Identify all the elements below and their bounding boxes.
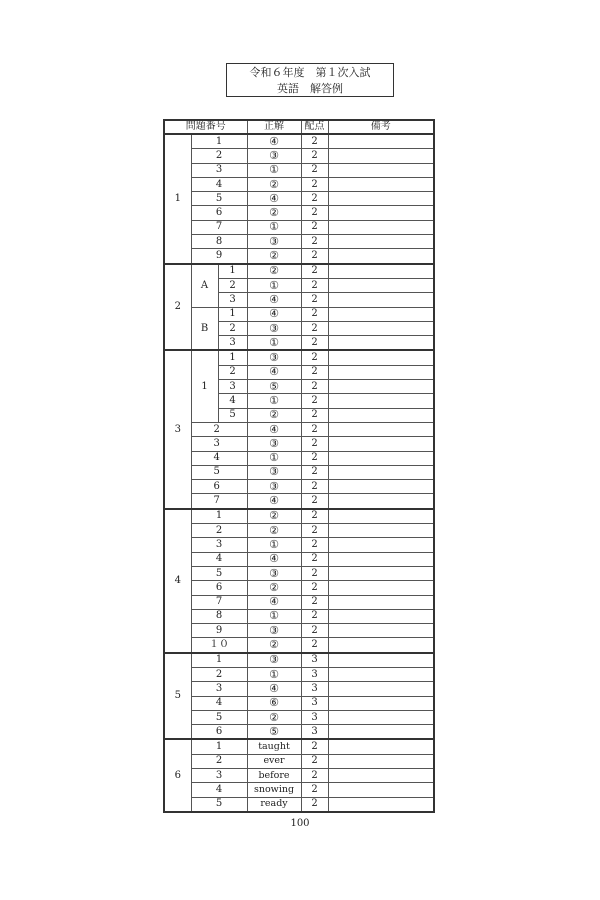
question-number: 5: [191, 710, 247, 724]
section-number: 5: [164, 653, 191, 740]
question-number: 1: [191, 739, 247, 754]
points-cell: 2: [301, 769, 328, 783]
notes-cell: [328, 725, 434, 740]
question-number: 3: [218, 336, 247, 351]
table-row: [164, 509, 434, 524]
points-cell: 2: [301, 278, 328, 292]
question-number: 1: [191, 134, 247, 149]
answer-cell: ⑤: [247, 725, 301, 740]
points-cell: 2: [301, 422, 328, 436]
answer-cell: ③: [247, 480, 301, 494]
header-points: 配点: [301, 120, 328, 134]
table-row: [164, 667, 434, 681]
notes-cell: [328, 624, 434, 638]
notes-cell: [328, 581, 434, 595]
notes-cell: [328, 365, 434, 379]
notes-cell: [328, 566, 434, 580]
answer-cell: ①: [247, 394, 301, 408]
notes-cell: [328, 653, 434, 668]
points-cell: 2: [301, 220, 328, 234]
answer-cell: ①: [247, 220, 301, 234]
points-cell: 2: [301, 206, 328, 220]
table-row: [164, 538, 434, 552]
answer-cell: ④: [247, 192, 301, 206]
question-number: 2: [191, 754, 247, 768]
points-cell: 3: [301, 653, 328, 668]
table-row: [164, 783, 434, 797]
question-number: 5: [191, 797, 247, 812]
notes-cell: [328, 350, 434, 365]
points-cell: 3: [301, 682, 328, 696]
notes-cell: [328, 149, 434, 163]
points-cell: 2: [301, 595, 328, 609]
question-number: 7: [191, 595, 247, 609]
notes-cell: [328, 609, 434, 623]
section-4: [164, 509, 434, 653]
points-cell: 2: [301, 380, 328, 394]
points-cell: 2: [301, 739, 328, 754]
answer-cell: ④: [247, 494, 301, 509]
answer-cell: ②: [247, 206, 301, 220]
table-row: [164, 653, 434, 668]
table-row: [164, 710, 434, 724]
points-cell: 2: [301, 149, 328, 163]
answer-cell: ③: [247, 465, 301, 479]
notes-cell: [328, 220, 434, 234]
exam-subtitle: 英語 解答例: [277, 82, 343, 95]
question-number: 3: [218, 380, 247, 394]
table-row: [164, 451, 434, 465]
question-number: 9: [191, 624, 247, 638]
question-number: 6: [191, 725, 247, 740]
points-cell: 2: [301, 552, 328, 566]
notes-cell: [328, 754, 434, 768]
table-row: [164, 437, 434, 451]
question-number: 3: [191, 538, 247, 552]
question-number: 1: [218, 307, 247, 321]
title-box: [226, 63, 394, 97]
table-row: [164, 307, 434, 321]
notes-cell: [328, 638, 434, 653]
notes-cell: [328, 494, 434, 509]
table-row: [164, 163, 434, 177]
table-row: [164, 682, 434, 696]
header-notes: 備考: [328, 120, 434, 134]
table-row: [164, 797, 434, 812]
points-cell: 2: [301, 264, 328, 279]
points-cell: 2: [301, 638, 328, 653]
notes-cell: [328, 437, 434, 451]
points-cell: 2: [301, 134, 328, 149]
answer-cell: ④: [247, 552, 301, 566]
notes-cell: [328, 422, 434, 436]
section-6: [164, 739, 434, 811]
answer-cell: ④: [247, 307, 301, 321]
notes-cell: [328, 696, 434, 710]
points-cell: 3: [301, 725, 328, 740]
points-cell: 2: [301, 581, 328, 595]
question-number: 4: [191, 783, 247, 797]
answer-cell: ever: [247, 754, 301, 768]
notes-cell: [328, 710, 434, 724]
notes-cell: [328, 595, 434, 609]
points-cell: 2: [301, 465, 328, 479]
table-header-row: [164, 120, 434, 134]
notes-cell: [328, 465, 434, 479]
question-number: 7: [191, 220, 247, 234]
sub-group-label: A: [191, 264, 218, 307]
notes-cell: [328, 783, 434, 797]
question-number: 6: [191, 480, 247, 494]
answer-cell: ⑥: [247, 696, 301, 710]
question-number: 3: [191, 682, 247, 696]
table-row: [164, 264, 434, 279]
header-question-number: 問題番号: [164, 120, 247, 134]
answer-cell: ②: [247, 177, 301, 191]
table-row: [164, 581, 434, 595]
exam-title: 令和６年度 第１次入試: [249, 66, 371, 79]
notes-cell: [328, 264, 434, 279]
notes-cell: [328, 769, 434, 783]
answer-cell: ②: [247, 408, 301, 422]
points-cell: 2: [301, 336, 328, 351]
answer-cell: ③: [247, 653, 301, 668]
answer-cell: ①: [247, 667, 301, 681]
question-number: 6: [191, 581, 247, 595]
question-number: 5: [191, 465, 247, 479]
notes-cell: [328, 682, 434, 696]
answer-cell: ④: [247, 365, 301, 379]
answer-cell: ①: [247, 336, 301, 351]
answer-cell: ②: [247, 524, 301, 538]
table-row: [164, 552, 434, 566]
table-row: [164, 192, 434, 206]
table-row: [164, 177, 434, 191]
answer-cell: before: [247, 769, 301, 783]
notes-cell: [328, 408, 434, 422]
answer-cell: ③: [247, 624, 301, 638]
question-number: 4: [191, 696, 247, 710]
points-cell: 3: [301, 710, 328, 724]
question-number: 2: [218, 278, 247, 292]
question-number: １０: [191, 638, 247, 653]
question-number: 3: [218, 293, 247, 307]
section-number: 6: [164, 739, 191, 811]
answer-cell: ready: [247, 797, 301, 812]
points-cell: 2: [301, 293, 328, 307]
section-number: 4: [164, 509, 191, 653]
table-row: [164, 422, 434, 436]
notes-cell: [328, 552, 434, 566]
points-cell: 2: [301, 783, 328, 797]
table-row: [164, 494, 434, 509]
answer-cell: ③: [247, 235, 301, 249]
points-cell: 2: [301, 437, 328, 451]
points-cell: 2: [301, 408, 328, 422]
points-cell: 2: [301, 538, 328, 552]
points-cell: 2: [301, 321, 328, 335]
table-row: [164, 220, 434, 234]
points-cell: 2: [301, 177, 328, 191]
table-row: [164, 754, 434, 768]
question-number: 1: [218, 350, 247, 365]
table-row: [164, 480, 434, 494]
header-answer: 正解: [247, 120, 301, 134]
notes-cell: [328, 538, 434, 552]
answer-cell: ④: [247, 595, 301, 609]
notes-cell: [328, 206, 434, 220]
notes-cell: [328, 307, 434, 321]
question-number: 2: [191, 524, 247, 538]
section-number: 3: [164, 350, 191, 508]
table-row: [164, 595, 434, 609]
question-number: 2: [218, 321, 247, 335]
table-row: [164, 249, 434, 264]
question-number: 8: [191, 609, 247, 623]
points-cell: 2: [301, 609, 328, 623]
answer-cell: ②: [247, 509, 301, 524]
points-cell: 2: [301, 350, 328, 365]
answer-cell: ②: [247, 710, 301, 724]
answer-cell: ①: [247, 538, 301, 552]
sub-group-label: B: [191, 307, 218, 350]
answer-cell: taught: [247, 739, 301, 754]
answer-cell: ①: [247, 451, 301, 465]
question-number: 4: [191, 552, 247, 566]
points-cell: 2: [301, 524, 328, 538]
points-cell: 2: [301, 365, 328, 379]
question-number: 3: [191, 769, 247, 783]
question-number: 2: [191, 667, 247, 681]
answer-cell: ②: [247, 581, 301, 595]
points-cell: 2: [301, 480, 328, 494]
answer-table: [163, 119, 435, 813]
table-row: [164, 350, 434, 365]
answer-cell: ③: [247, 321, 301, 335]
notes-cell: [328, 739, 434, 754]
notes-cell: [328, 321, 434, 335]
question-number: 1: [218, 264, 247, 279]
table-row: [164, 134, 434, 149]
points-cell: 2: [301, 509, 328, 524]
notes-cell: [328, 192, 434, 206]
question-number: 6: [191, 206, 247, 220]
notes-cell: [328, 524, 434, 538]
question-number: 1: [191, 653, 247, 668]
points-cell: 3: [301, 667, 328, 681]
question-number: 4: [191, 177, 247, 191]
points-cell: 3: [301, 696, 328, 710]
answer-cell: ①: [247, 163, 301, 177]
points-cell: 2: [301, 797, 328, 812]
notes-cell: [328, 797, 434, 812]
question-number: 2: [218, 365, 247, 379]
points-cell: 2: [301, 192, 328, 206]
question-number: 2: [191, 149, 247, 163]
table-row: [164, 524, 434, 538]
answer-cell: ②: [247, 638, 301, 653]
question-number: 3: [191, 437, 247, 451]
table-row: [164, 235, 434, 249]
table-row: [164, 149, 434, 163]
notes-cell: [328, 380, 434, 394]
notes-cell: [328, 134, 434, 149]
notes-cell: [328, 480, 434, 494]
table-row: [164, 465, 434, 479]
question-number: 5: [191, 566, 247, 580]
notes-cell: [328, 235, 434, 249]
section-2: [164, 264, 434, 351]
notes-cell: [328, 451, 434, 465]
notes-cell: [328, 336, 434, 351]
question-number: 3: [191, 163, 247, 177]
points-cell: 2: [301, 754, 328, 768]
section-5: [164, 653, 434, 740]
table-row: [164, 206, 434, 220]
table-row: [164, 624, 434, 638]
answer-cell: ⑤: [247, 380, 301, 394]
table-row: [164, 609, 434, 623]
section-3: [164, 350, 434, 508]
answer-cell: ④: [247, 422, 301, 436]
notes-cell: [328, 394, 434, 408]
notes-cell: [328, 278, 434, 292]
notes-cell: [328, 509, 434, 524]
answer-cell: ③: [247, 437, 301, 451]
points-cell: 2: [301, 494, 328, 509]
notes-cell: [328, 249, 434, 264]
section-1: [164, 134, 434, 264]
answer-cell: ④: [247, 134, 301, 149]
question-number: 4: [218, 394, 247, 408]
question-number: 5: [218, 408, 247, 422]
points-cell: 2: [301, 394, 328, 408]
points-cell: 2: [301, 451, 328, 465]
notes-cell: [328, 163, 434, 177]
answer-cell: ①: [247, 278, 301, 292]
table-row: [164, 725, 434, 740]
table-row: [164, 739, 434, 754]
table-row: [164, 566, 434, 580]
answer-cell: ④: [247, 682, 301, 696]
answer-cell: ③: [247, 566, 301, 580]
points-cell: 2: [301, 307, 328, 321]
question-number: 9: [191, 249, 247, 264]
section-number: 2: [164, 264, 191, 351]
table-row: [164, 638, 434, 653]
points-cell: 2: [301, 624, 328, 638]
answer-cell: ②: [247, 264, 301, 279]
question-number: 1: [191, 509, 247, 524]
question-number: 2: [191, 422, 247, 436]
total-points: 100: [290, 818, 310, 829]
notes-cell: [328, 293, 434, 307]
answer-cell: ①: [247, 609, 301, 623]
points-cell: 2: [301, 163, 328, 177]
table-row: [164, 769, 434, 783]
answer-cell: ④: [247, 293, 301, 307]
answer-cell: ②: [247, 249, 301, 264]
points-cell: 2: [301, 249, 328, 264]
question-number: 8: [191, 235, 247, 249]
sub-group-label: 1: [191, 350, 218, 422]
answer-cell: snowing: [247, 783, 301, 797]
table-row: [164, 696, 434, 710]
question-number: 4: [191, 451, 247, 465]
points-cell: 2: [301, 235, 328, 249]
answer-cell: ③: [247, 350, 301, 365]
question-number: 5: [191, 192, 247, 206]
section-number: 1: [164, 134, 191, 264]
notes-cell: [328, 177, 434, 191]
question-number: 7: [191, 494, 247, 509]
answer-cell: ③: [247, 149, 301, 163]
points-cell: 2: [301, 566, 328, 580]
notes-cell: [328, 667, 434, 681]
